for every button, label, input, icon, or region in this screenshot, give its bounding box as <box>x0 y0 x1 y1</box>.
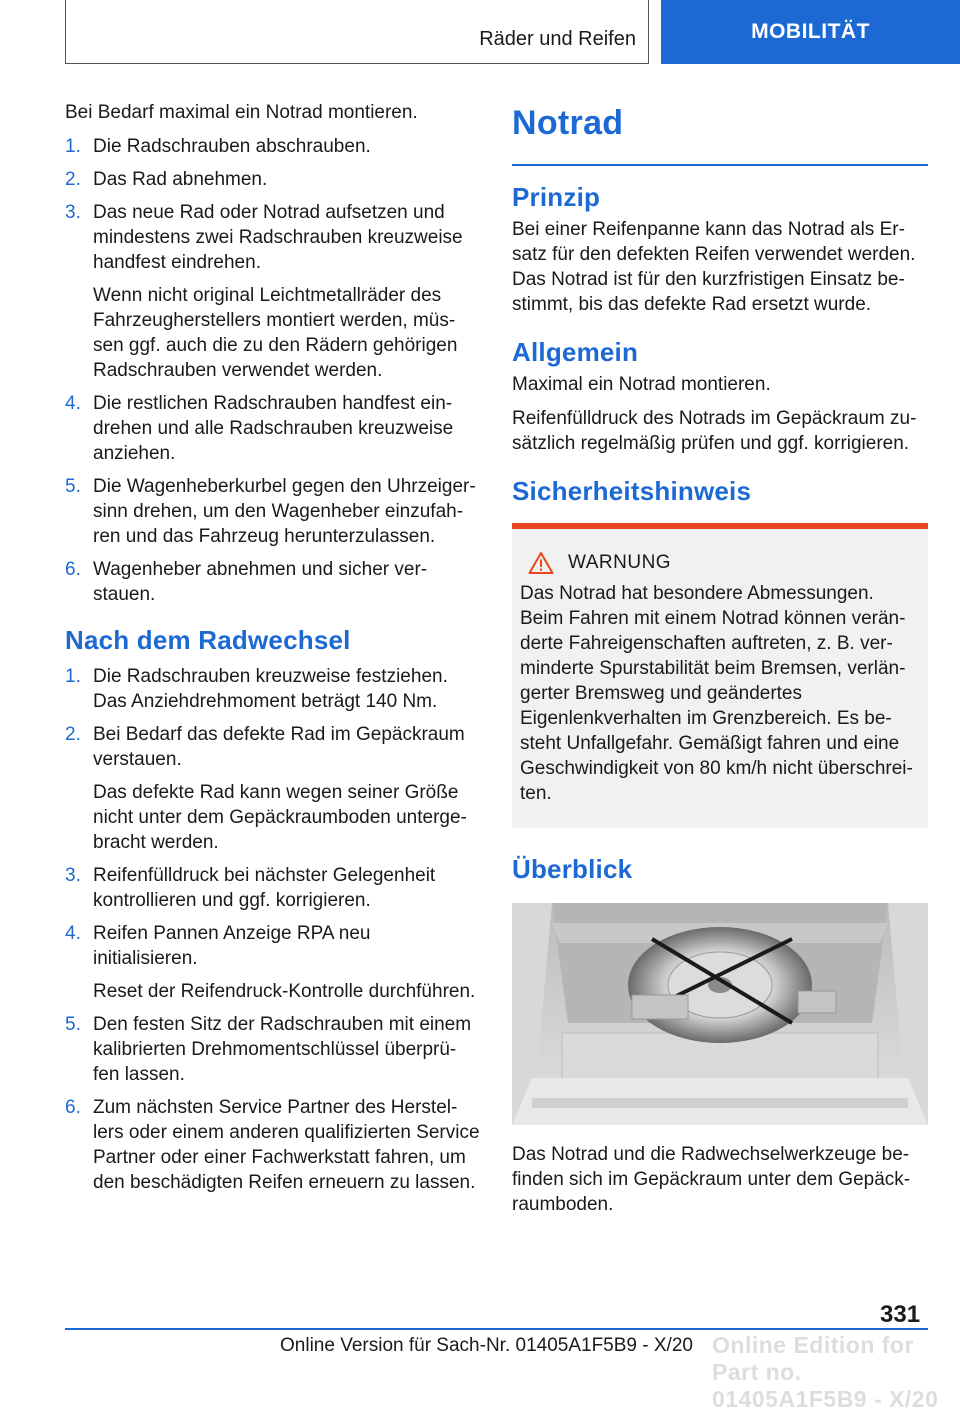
list-item <box>65 664 480 714</box>
step-text: Reifen Pannen Anzeige RPA neu initialisieren. <box>93 923 371 969</box>
after-change-steps <box>65 664 480 1195</box>
footer-rule <box>65 1328 928 1330</box>
ueberblick-text: Das Notrad und die Radwechselwerkzeuge be- finden sich im Gepäckraum unter dem Gepäck- raumboden. <box>512 1144 911 1215</box>
step-note: Wenn nicht original Leichtmetallräder des Fahrzeugherstellers montiert werden, müs- sen ggf. auch die zu den Rädern gehörigen Radschrauben verwendet werden. <box>93 285 458 381</box>
page-title: Notrad <box>512 104 624 142</box>
warning-header <box>520 551 920 575</box>
heading-allgemein: Allgemein <box>512 337 639 367</box>
step-number: 1. <box>65 666 81 687</box>
step-number: 3. <box>65 202 81 223</box>
step-number: 5. <box>65 1014 81 1035</box>
list-item <box>65 134 480 159</box>
trunk-spare-wheel-image <box>512 903 928 1125</box>
step-number: 5. <box>65 476 81 497</box>
step-text: Zum nächsten Service Partner des Herstel- lers oder einem anderen qualifizierten Service Partner oder einer Fachwerkstatt fahren, um den beschädigten Reifen erneuern zu lassen. <box>93 1097 480 1193</box>
step-number: 2. <box>65 169 81 190</box>
list-item <box>65 474 480 549</box>
heading-after-wheel-change: Nach dem Radwechsel <box>65 625 351 655</box>
warning-triangle-icon <box>528 551 554 575</box>
wheel-change-steps <box>65 134 480 607</box>
heading-prinzip: Prinzip <box>512 182 601 212</box>
footer-watermark: Online Edition for Part no. 01405A1F5B9 - X/20 <box>712 1332 939 1412</box>
step-number: 4. <box>65 923 81 944</box>
warning-title: WARNUNG <box>568 552 672 573</box>
step-number: 1. <box>65 136 81 157</box>
right-column <box>512 100 928 1226</box>
heading-ueberblick: Überblick <box>512 854 633 884</box>
warning-text: Das Notrad hat besondere Abmessungen. Beim Fahren mit einem Notrad können verän- derte Fahreigenschaften auftreten, z. B. ver- minderte Spurstabilität beim Bremsen, verlän- gerter Bremsweg und geändertes Eigenlenkverhalten im Grenzbereich. Es be- steht Unfallgefahr. Gemäßigt fahren und eine Geschwindigkeit von 80 km/h nicht überschrei- ten. <box>520 583 913 804</box>
step-text: Die Wagenheberkurbel gegen den Uhrzeiger- sinn drehen, um den Wagenheber einzufah- ren und das Fahrzeug herunterzulassen. <box>93 476 476 547</box>
list-item <box>65 722 480 855</box>
heading-sicherheitshinweis: Sicherheitshinweis <box>512 476 752 506</box>
intro-text: Bei Bedarf maximal ein Notrad montieren. <box>65 102 418 123</box>
step-number: 4. <box>65 393 81 414</box>
section-title: Räder und Reifen <box>479 28 636 50</box>
left-column <box>65 100 480 1203</box>
step-text: Die Radschrauben abschrauben. <box>93 136 371 157</box>
list-item <box>65 167 480 192</box>
step-text: Das neue Rad oder Notrad aufsetzen und mindestens zwei Radschrauben kreuzweise handfest eindrehen. <box>93 202 463 273</box>
allgemein-text-2: Reifenfülldruck des Notrads im Gepäckraum zu- sätzlich regelmäßig prüfen und ggf. korrigieren. <box>512 408 917 454</box>
footer-online-version: Online Version für Sach-Nr. 01405A1F5B9 - X/20 <box>280 1335 693 1356</box>
page-number: 331 <box>880 1301 921 1328</box>
chapter-tab[interactable]: MOBILITÄT <box>661 0 960 64</box>
allgemein-text-1: Maximal ein Notrad montieren. <box>512 374 771 395</box>
title-rule <box>512 164 928 166</box>
step-text: Wagenheber abnehmen und sicher ver- stauen. <box>93 559 428 605</box>
step-number: 6. <box>65 1097 81 1118</box>
step-number: 2. <box>65 724 81 745</box>
list-item <box>65 200 480 383</box>
list-item <box>65 1012 480 1087</box>
list-item <box>65 391 480 466</box>
list-item <box>65 557 480 607</box>
list-item <box>65 921 480 1004</box>
header-box <box>65 0 649 64</box>
step-text: Reifenfülldruck bei nächster Gelegenheit kontrollieren und ggf. korrigieren. <box>93 865 436 911</box>
step-text: Die Radschrauben kreuzweise festziehen. Das Anziehdrehmoment beträgt 140 Nm. <box>93 666 448 712</box>
step-text: Die restlichen Radschrauben handfest ein- drehen und alle Radschrauben kreuzweise anziehen. <box>93 393 454 464</box>
warning-box <box>512 523 928 828</box>
list-item <box>65 863 480 913</box>
step-text: Den festen Sitz der Radschrauben mit einem kalibrierten Drehmomentschlüssel überprü- fen lassen. <box>93 1014 472 1085</box>
list-item <box>65 1095 480 1195</box>
step-number: 3. <box>65 865 81 886</box>
step-note: Das defekte Rad kann wegen seiner Größe nicht unter dem Gepäckraumboden unterge- bracht werden. <box>93 782 467 853</box>
step-text: Das Rad abnehmen. <box>93 169 268 190</box>
step-number: 6. <box>65 559 81 580</box>
prinzip-text: Bei einer Reifenpanne kann das Notrad als Er- satz für den defekten Reifen verwendet werden. Das Notrad ist für den kurzfristigen Einsatz be- stimmt, bis das defekte Rad ersetzt wurde. <box>512 219 916 315</box>
step-text: Bei Bedarf das defekte Rad im Gepäckraum verstauen. <box>93 724 465 770</box>
step-note: Reset der Reifendruck-Kontrolle durchführen. <box>93 981 476 1002</box>
